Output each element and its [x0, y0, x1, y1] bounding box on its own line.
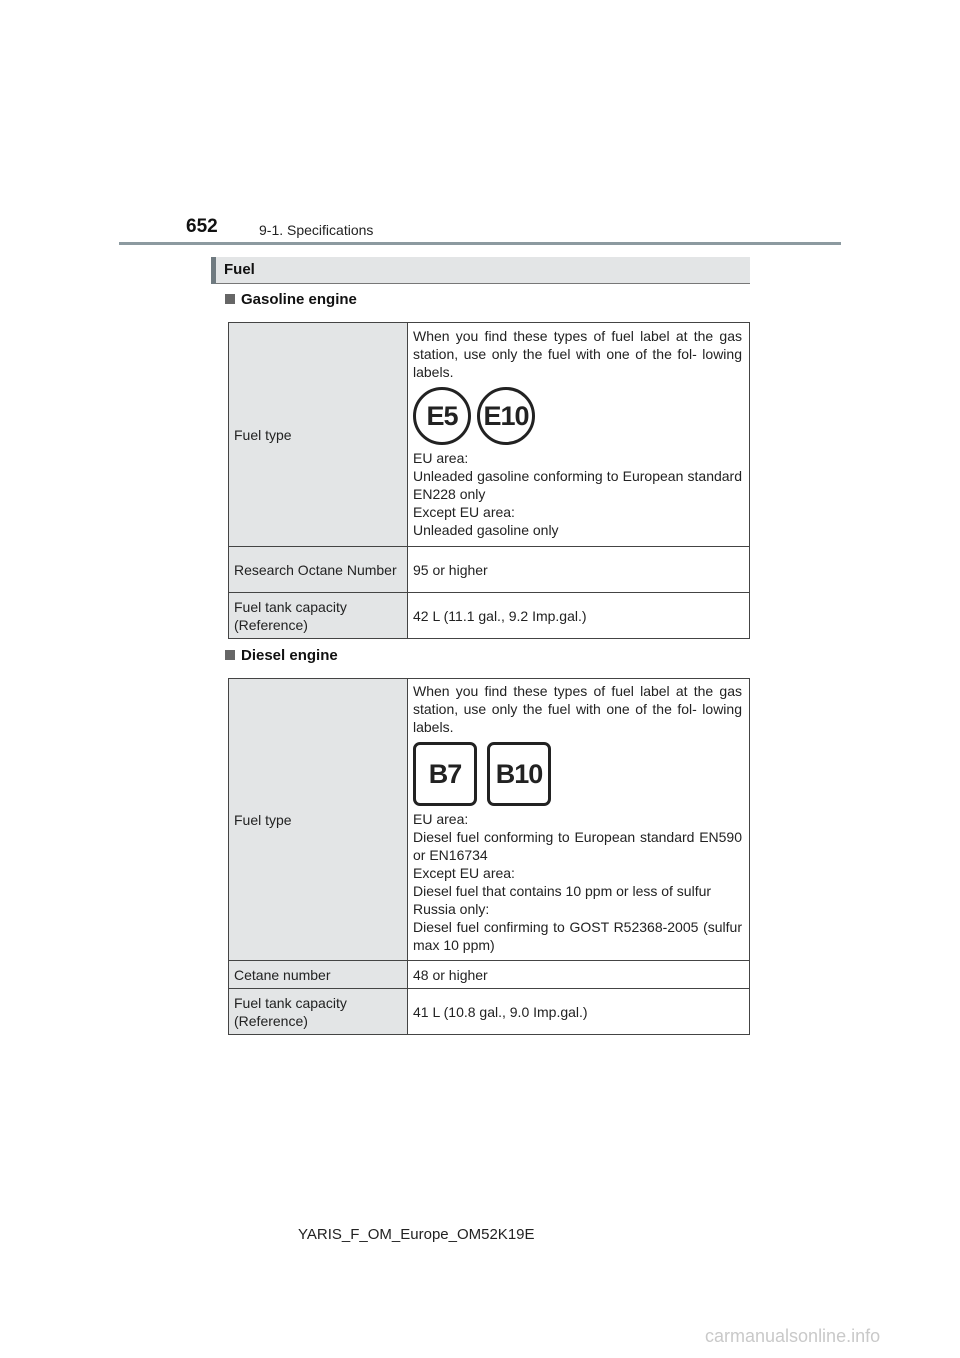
- table-row: [229, 547, 750, 593]
- row-label: Fuel type: [229, 679, 408, 961]
- text-line: EU area:: [413, 450, 469, 466]
- fuel-label-b10-icon: B10: [487, 742, 551, 806]
- text-line: Diesel fuel that contains 10 ppm or less of sulfur: [413, 883, 712, 899]
- text-line: Diesel fuel confirming to GOST R52368-2005 (sulfur max 10 ppm): [413, 919, 742, 953]
- row-value: [408, 679, 750, 961]
- gasoline-heading-text: Gasoline engine: [241, 291, 357, 308]
- header-divider: [119, 242, 841, 245]
- text-line: Except EU area:: [413, 504, 515, 520]
- row-label: Fuel tank capacity (Reference): [229, 989, 408, 1035]
- row-value: [408, 323, 750, 547]
- diesel-heading: [225, 647, 338, 664]
- row-value: 95 or higher: [408, 547, 750, 593]
- table-row: [229, 961, 750, 989]
- row-label: Cetane number: [229, 961, 408, 989]
- text-line: EU area:: [413, 811, 469, 827]
- fuel-label-intro: When you find these types of fuel label at the gas station, use only the fuel with one of the fol- lowing labels.: [413, 683, 742, 735]
- page-number: 652: [186, 216, 218, 237]
- square-bullet-icon: [225, 650, 235, 660]
- fuel-label-b7-icon: B7: [413, 742, 477, 806]
- table-row: [229, 679, 750, 961]
- text-line: Unleaded gasoline only: [413, 522, 559, 538]
- square-bullet-icon: [225, 294, 235, 304]
- row-value: 48 or higher: [408, 961, 750, 989]
- fuel-label-badges: [413, 387, 742, 445]
- section-title: Fuel: [224, 261, 255, 278]
- text-line: Russia only:: [413, 901, 490, 917]
- section-reference: 9-1. Specifications: [259, 222, 374, 238]
- gasoline-heading: [225, 291, 357, 308]
- row-label: Fuel type: [229, 323, 408, 547]
- text-line: Diesel fuel conforming to European standard EN590 or EN16734: [413, 829, 742, 863]
- fuel-label-intro: When you find these types of fuel label at the gas station, use only the fuel with one of the fol- lowing labels.: [413, 328, 742, 380]
- row-label: Research Octane Number: [229, 547, 408, 593]
- section-title-bar: [211, 257, 750, 284]
- text-line: Except EU area:: [413, 865, 515, 881]
- fuel-label-e10-icon: E10: [477, 387, 535, 445]
- table-row: [229, 989, 750, 1035]
- row-label: Fuel tank capacity (Reference): [229, 593, 408, 639]
- table-row: [229, 323, 750, 547]
- row-value: 42 L (11.1 gal., 9.2 Imp.gal.): [408, 593, 750, 639]
- gasoline-spec-table: [228, 322, 750, 639]
- fuel-label-e5-icon: E5: [413, 387, 471, 445]
- text-line: Unleaded gasoline conforming to European standard EN228 only: [413, 468, 742, 502]
- fuel-label-badges: [413, 742, 742, 806]
- table-row: [229, 593, 750, 639]
- watermark: carmanualsonline.info: [705, 1326, 881, 1346]
- row-value: 41 L (10.8 gal., 9.0 Imp.gal.): [408, 989, 750, 1035]
- document-footer: YARIS_F_OM_Europe_OM52K19E: [298, 1226, 535, 1243]
- diesel-spec-table: [228, 678, 750, 1035]
- diesel-heading-text: Diesel engine: [241, 647, 338, 664]
